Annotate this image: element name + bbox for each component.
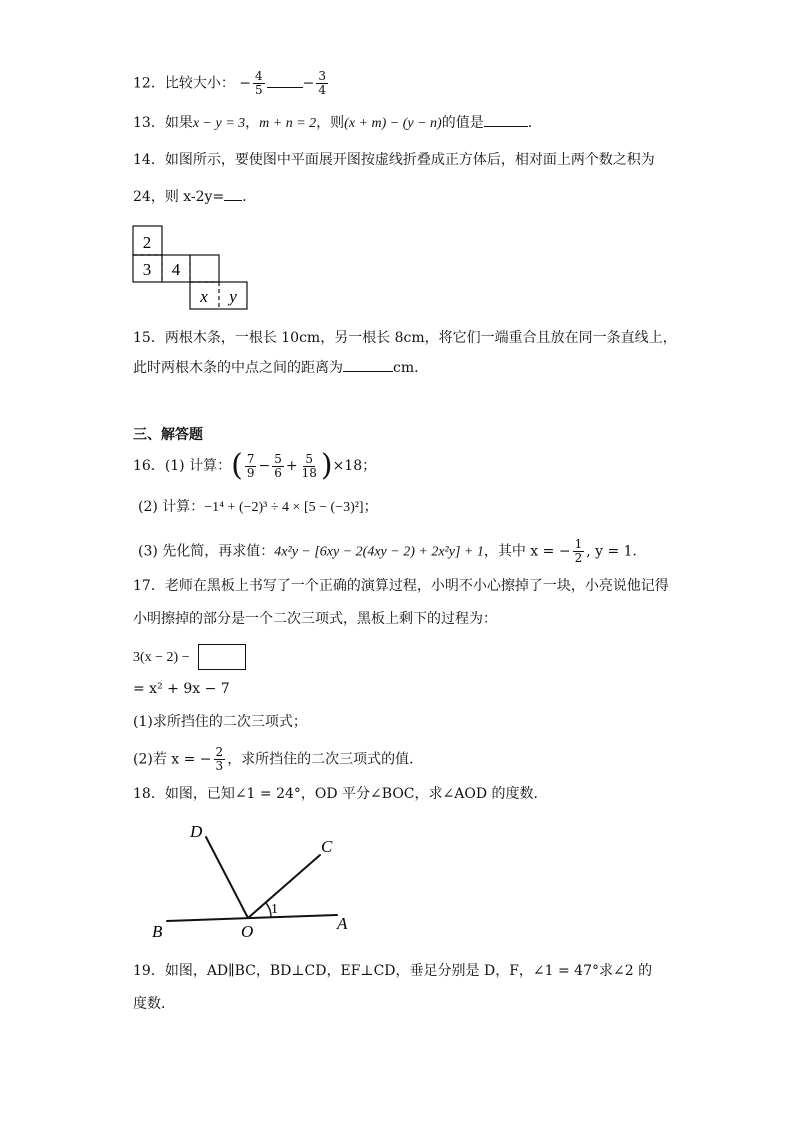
angle-figure bbox=[140, 815, 370, 945]
question-19-line1: 19．如图，AD∥BC，BD⊥CD，EF⊥CD，垂足分别是 D，F，∠1 = 47°求∠2 的 bbox=[133, 963, 653, 979]
question-12: 12．比较大小： − $\frac{4}{5}$ − $\frac{3}{4}$ bbox=[133, 69, 327, 97]
fraction-2-3: $\frac{2}{3}$ bbox=[215, 745, 224, 773]
q17-equation-1: 3(x − 2) − bbox=[133, 644, 246, 670]
q13-cond2: m + n = 2 bbox=[259, 116, 317, 131]
net-cell-x: x bbox=[200, 287, 208, 306]
fraction-7-9: $\frac{7}{9}$ bbox=[246, 451, 255, 480]
question-17-line2: 小明擦掉的部分是一个二次三项式，黑板上剩下的过程为： bbox=[133, 611, 497, 627]
answer-blank bbox=[484, 114, 528, 127]
answer-blank bbox=[224, 188, 242, 201]
label-B: B bbox=[152, 922, 163, 941]
fraction-1-2: $\frac{1}{2}$ bbox=[574, 537, 583, 565]
cube-net-figure bbox=[130, 223, 254, 313]
net-cell-4: 4 bbox=[171, 260, 181, 279]
q17-equation-2: = x² + 9x − 7 bbox=[133, 681, 230, 697]
section-title: 三、解答题 bbox=[133, 427, 203, 443]
q13-expression: (x + m) − (y − n) bbox=[344, 116, 442, 131]
label-C: C bbox=[321, 837, 333, 856]
question-16-part1: 16．(1) 计算：( $\frac{7}{9}$ − $\frac{5}{6}$ + $\frac{5}{18}$ )×18； bbox=[133, 448, 377, 483]
question-18: 18．如图，已知∠1 = 24°，OD 平分∠BOC，求∠AOD 的度数． bbox=[133, 786, 548, 802]
q13-cond1: x − y = 3 bbox=[192, 116, 246, 131]
question-17-line1: 17．老师在黑板上书写了一个正确的演算过程，小明不小心擦掉了一块，小亮说他记得 bbox=[133, 578, 669, 594]
answer-blank bbox=[343, 359, 393, 372]
label-O: O bbox=[241, 922, 254, 941]
erased-box bbox=[198, 644, 246, 670]
question-14-line2: 24，则 x-2y= ． bbox=[133, 189, 257, 205]
net-cell-2: 2 bbox=[142, 233, 152, 252]
label-angle-1: 1 bbox=[271, 902, 278, 917]
q16-expression-2: −1⁴ + (−2)³ ÷ 4 × [5 − (−3)²] bbox=[204, 500, 364, 515]
question-16-part2: (2) 计算：−1⁴ + (−2)³ ÷ 4 × [5 − (−3)²]； bbox=[138, 499, 378, 515]
label-D: D bbox=[190, 822, 203, 841]
question-16-part3: (3) 先化简，再求值：4x²y − [6xy − 2(4xy − 2) + 2x²y] + 1，其中 x = − $\frac{1}{2}$ , y = 1． bbox=[138, 537, 647, 565]
fraction-neg-3-4: $\frac{3}{4}$ bbox=[318, 69, 327, 97]
q16-expression-3: 4x²y − [6xy − 2(4xy − 2) + 2x²y] + 1 bbox=[274, 544, 484, 560]
question-15-line2: 此时两根木条的中点之间的距离为 cm． bbox=[133, 360, 429, 376]
question-17-sub1: (1)求所挡住的二次三项式； bbox=[133, 714, 307, 730]
q12-prefix: 12．比较大小： bbox=[133, 75, 235, 92]
question-15-line1: 15．两根木条，一根长 10cm，另一根长 8cm，将它们一端重合且放在同一条直线上， bbox=[133, 330, 677, 346]
question-17-sub2: (2)若 x = − $\frac{2}{3}$ ，求所挡住的二次三项式的值． bbox=[133, 745, 424, 773]
net-cell-y: y bbox=[229, 287, 237, 306]
label-A: A bbox=[337, 914, 348, 933]
net-cell-3: 3 bbox=[142, 260, 152, 279]
fraction-neg-4-5: $\frac{4}{5}$ bbox=[255, 69, 263, 97]
question-19-line2: 度数． bbox=[133, 996, 175, 1012]
fraction-5-6: $\frac{5}{6}$ bbox=[274, 451, 282, 480]
answer-blank bbox=[267, 75, 303, 88]
question-14-line1: 14．如图所示，要使图中平面展开图按虚线折叠成正方体后，相对面上两个数之积为 bbox=[133, 152, 655, 168]
fraction-5-18: $\frac{5}{18}$ bbox=[301, 451, 317, 480]
question-13: 13．如果x − y = 3，m + n = 2，则(x + m) − (y − n)的值是 ． bbox=[133, 115, 542, 131]
